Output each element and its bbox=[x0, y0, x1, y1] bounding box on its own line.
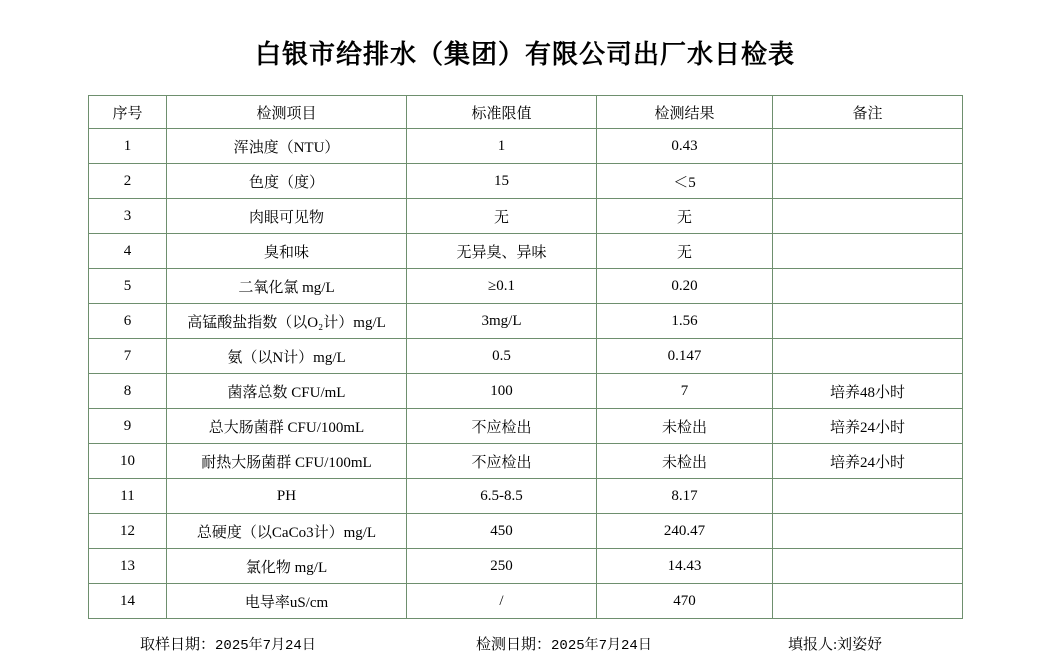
cell-std: / bbox=[407, 584, 597, 619]
cell-std: ≥0.1 bbox=[407, 269, 597, 304]
table-row bbox=[89, 129, 963, 164]
filler-value: 刘姿妤 bbox=[837, 637, 883, 653]
filler-label: 填报人: bbox=[788, 637, 838, 653]
table-row bbox=[89, 479, 963, 514]
sample-date-value: 2025年7月24日 bbox=[215, 638, 316, 654]
test-date-label: 检测日期： bbox=[476, 637, 552, 653]
cell-item: 电导率uS/cm bbox=[167, 584, 407, 619]
cell-no: 4 bbox=[89, 234, 167, 269]
cell-res: 无 bbox=[597, 234, 773, 269]
cell-std: 100 bbox=[407, 374, 597, 409]
header-cell-item: 检测项目 bbox=[167, 96, 407, 129]
cell-no: 8 bbox=[89, 374, 167, 409]
cell-std: 3mg/L bbox=[407, 304, 597, 339]
report-table-container bbox=[88, 95, 962, 619]
cell-item: 二氧化氯 mg/L bbox=[167, 269, 407, 304]
cell-item: PH bbox=[167, 479, 407, 514]
cell-note bbox=[773, 339, 963, 374]
cell-res: 470 bbox=[597, 584, 773, 619]
table-row bbox=[89, 409, 963, 444]
cell-res: 1.56 bbox=[597, 304, 773, 339]
cell-item: 氯化物 mg/L bbox=[167, 549, 407, 584]
cell-res: 0.147 bbox=[597, 339, 773, 374]
cell-std: 不应检出 bbox=[407, 444, 597, 479]
cell-no: 10 bbox=[89, 444, 167, 479]
cell-res: 14.43 bbox=[597, 549, 773, 584]
header-cell-no: 序号 bbox=[89, 96, 167, 129]
header-cell-std: 标准限值 bbox=[407, 96, 597, 129]
cell-no: 6 bbox=[89, 304, 167, 339]
cell-note: 培养24小时 bbox=[773, 409, 963, 444]
cell-no: 14 bbox=[89, 584, 167, 619]
table-row bbox=[89, 304, 963, 339]
sample-date-label: 取样日期： bbox=[140, 637, 216, 653]
cell-note bbox=[773, 269, 963, 304]
table-row bbox=[89, 339, 963, 374]
cell-no: 9 bbox=[89, 409, 167, 444]
cell-item: 色度（度） bbox=[167, 164, 407, 199]
cell-no: 2 bbox=[89, 164, 167, 199]
cell-note bbox=[773, 549, 963, 584]
sample-date bbox=[140, 633, 316, 654]
cell-std: 15 bbox=[407, 164, 597, 199]
water-quality-table bbox=[88, 95, 963, 619]
header-cell-note: 备注 bbox=[773, 96, 963, 129]
cell-no: 11 bbox=[89, 479, 167, 514]
cell-std: 不应检出 bbox=[407, 409, 597, 444]
filler bbox=[788, 633, 882, 654]
cell-res: 7 bbox=[597, 374, 773, 409]
cell-res: ＜5 bbox=[597, 164, 773, 199]
cell-item: 臭和味 bbox=[167, 234, 407, 269]
cell-std: 0.5 bbox=[407, 339, 597, 374]
test-date bbox=[476, 633, 652, 654]
cell-res: 未检出 bbox=[597, 409, 773, 444]
cell-no: 5 bbox=[89, 269, 167, 304]
cell-note: 培养24小时 bbox=[773, 444, 963, 479]
cell-note bbox=[773, 164, 963, 199]
test-date-value: 2025年7月24日 bbox=[551, 638, 652, 654]
footer bbox=[88, 633, 962, 661]
cell-res: 无 bbox=[597, 199, 773, 234]
cell-note bbox=[773, 514, 963, 549]
table-row bbox=[89, 234, 963, 269]
cell-item: 耐热大肠菌群 CFU/100mL bbox=[167, 444, 407, 479]
cell-std: 无 bbox=[407, 199, 597, 234]
cell-item: 菌落总数 CFU/mL bbox=[167, 374, 407, 409]
cell-item: 浑浊度（NTU） bbox=[167, 129, 407, 164]
cell-std: 450 bbox=[407, 514, 597, 549]
cell-no: 7 bbox=[89, 339, 167, 374]
table-row bbox=[89, 199, 963, 234]
table-row bbox=[89, 444, 963, 479]
cell-res: 0.20 bbox=[597, 269, 773, 304]
table-body bbox=[89, 129, 963, 619]
cell-res: 8.17 bbox=[597, 479, 773, 514]
page-title: 白银市给排水（集团）有限公司出厂水日检表 bbox=[254, 40, 795, 69]
cell-note bbox=[773, 479, 963, 514]
cell-note bbox=[773, 129, 963, 164]
cell-item: 氨（以N计）mg/L bbox=[167, 339, 407, 374]
table-row bbox=[89, 549, 963, 584]
cell-std: 6.5-8.5 bbox=[407, 479, 597, 514]
cell-res: 未检出 bbox=[597, 444, 773, 479]
table-row bbox=[89, 164, 963, 199]
header-cell-res: 检测结果 bbox=[597, 96, 773, 129]
table-header-row bbox=[89, 96, 963, 129]
cell-no: 3 bbox=[89, 199, 167, 234]
cell-item: 总大肠菌群 CFU/100mL bbox=[167, 409, 407, 444]
table-row bbox=[89, 374, 963, 409]
cell-note bbox=[773, 304, 963, 339]
cell-note bbox=[773, 584, 963, 619]
cell-note: 培养48小时 bbox=[773, 374, 963, 409]
cell-note bbox=[773, 234, 963, 269]
cell-std: 250 bbox=[407, 549, 597, 584]
cell-no: 12 bbox=[89, 514, 167, 549]
cell-res: 240.47 bbox=[597, 514, 773, 549]
cell-no: 1 bbox=[89, 129, 167, 164]
table-row bbox=[89, 514, 963, 549]
table-row bbox=[89, 584, 963, 619]
cell-item: 高锰酸盐指数（以O₂计）mg/L bbox=[167, 304, 407, 339]
cell-no: 13 bbox=[89, 549, 167, 584]
table-row bbox=[89, 269, 963, 304]
cell-std: 1 bbox=[407, 129, 597, 164]
cell-std: 无异臭、异味 bbox=[407, 234, 597, 269]
cell-note bbox=[773, 199, 963, 234]
cell-item: 总硬度（以CaCo3计）mg/L bbox=[167, 514, 407, 549]
cell-res: 0.43 bbox=[597, 129, 773, 164]
cell-item: 肉眼可见物 bbox=[167, 199, 407, 234]
